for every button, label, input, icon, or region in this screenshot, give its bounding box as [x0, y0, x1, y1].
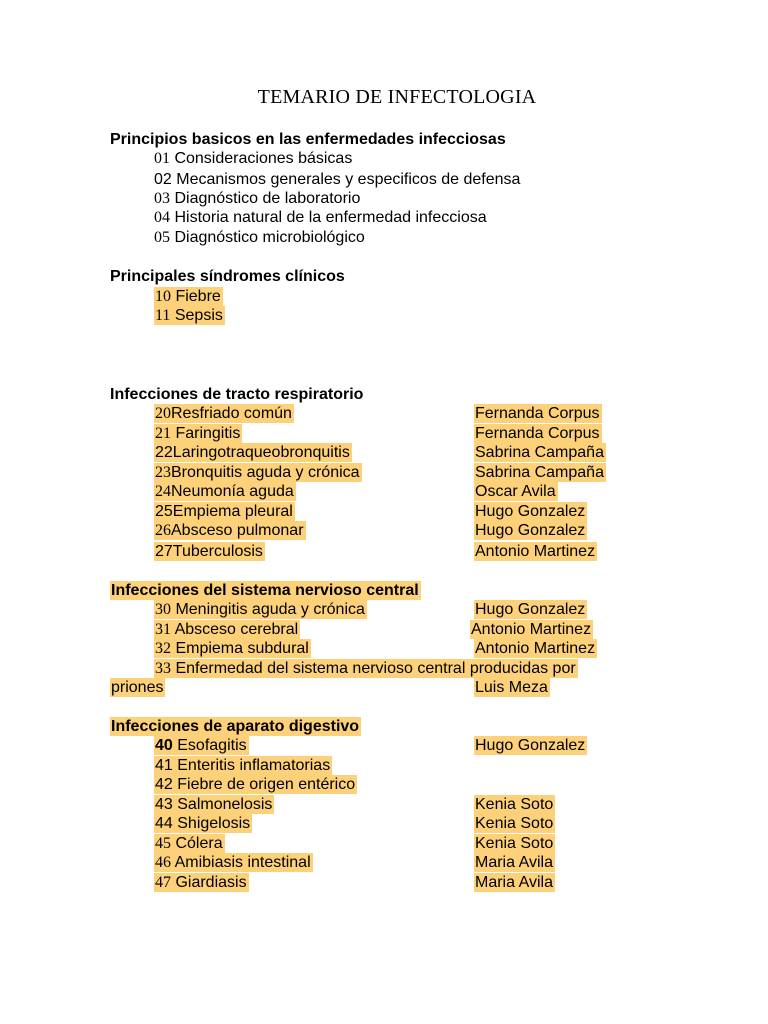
table-row: 46 Amibiasis intestinal Maria Avila: [155, 854, 553, 871]
table-row: 31 Absceso cerebral Antonio Martinez: [155, 621, 592, 638]
table-row: 22Laringotraqueobronquitis Sabrina Campaña: [155, 444, 604, 461]
assignee: Hugo Gonzalez: [475, 522, 586, 539]
section-heading-digestivo: Infecciones de aparato digestivo: [111, 718, 360, 735]
assignee: Luis Meza: [475, 679, 548, 696]
table-row: 45 Cólera Kenia Soto: [155, 835, 554, 852]
table-row: 26Absceso pulmonar Hugo Gonzalez: [155, 522, 586, 539]
section-heading-principios: Principios basicos en las enfermedades infecciosas: [110, 131, 506, 148]
list-item: 10 Fiebre: [155, 288, 221, 305]
table-row: [0, 678, 768, 698]
assignee: Sabrina Campaña: [475, 464, 604, 481]
list-item: 01 Consideraciones básicas: [154, 150, 353, 167]
list-item: 05 Diagnóstico microbiológico: [154, 229, 365, 246]
assignee: Hugo Gonzalez: [475, 737, 586, 754]
table-row: 21 Faringitis Fernanda Corpus: [155, 425, 600, 442]
assignee: Sabrina Campaña: [475, 444, 604, 461]
assignee: Oscar Avila: [475, 483, 556, 500]
assignee: Fernanda Corpus: [475, 425, 600, 442]
section-heading-respiratorio: Infecciones de tracto respiratorio: [110, 386, 364, 403]
table-row: 27Tuberculosis Antonio Martinez: [155, 543, 596, 560]
table-row: 24Neumonía aguda Oscar Avila: [155, 483, 556, 500]
assignee: Maria Avila: [475, 874, 553, 891]
assignee: Kenia Soto: [475, 835, 554, 852]
table-row: 42 Fiebre de origen entérico: [155, 776, 356, 793]
assignee: Kenia Soto: [475, 796, 554, 813]
section-heading-snc: Infecciones del sistema nervioso central: [111, 582, 419, 599]
section-heading-sindromes: Principales síndromes clínicos: [110, 268, 345, 285]
table-row: 43 Salmonelosis Kenia Soto: [155, 796, 554, 813]
assignee: Hugo Gonzalez: [475, 503, 586, 520]
table-row: 32 Empiema subdural Antonio Martinez: [155, 640, 596, 657]
list-item: 11 Sepsis: [155, 307, 223, 324]
document-title: TEMARIO DE INFECTOLOGIA: [257, 86, 537, 108]
assignee: Antonio Martinez: [475, 543, 596, 560]
assignee: Hugo Gonzalez: [475, 601, 586, 618]
assignee: Antonio Martinez: [471, 621, 592, 638]
list-item: 03 Diagnóstico de laboratorio: [154, 190, 361, 207]
assignee: Fernanda Corpus: [475, 405, 600, 422]
list-item: 02 Mecanismos generales y especificos de defensa: [154, 171, 521, 188]
table-row: 20Resfriado común Fernanda Corpus: [155, 405, 600, 422]
table-row: 25Empiema pleural Hugo Gonzalez: [155, 503, 586, 520]
list-item-continuation: priones: [111, 679, 164, 696]
table-row: 30 Meningitis aguda y crónica Hugo Gonzalez: [155, 601, 586, 618]
assignee: Antonio Martinez: [475, 640, 596, 657]
table-row: 41 Enteritis inflamatorias: [155, 757, 331, 774]
assignee: Maria Avila: [475, 854, 553, 871]
table-row: 44 Shigelosis Kenia Soto: [155, 815, 554, 832]
list-item: 04 Historia natural de la enfermedad infecciosa: [154, 209, 487, 226]
table-row: 47 Giardiasis Maria Avila: [155, 874, 553, 891]
assignee: Kenia Soto: [475, 815, 554, 832]
table-row: 23Bronquitis aguda y crónica Sabrina Campaña: [155, 464, 604, 481]
table-row: 40 Esofagitis Hugo Gonzalez: [155, 737, 586, 754]
table-row: 33 Enfermedad del sistema nervioso central producidas por: [155, 660, 576, 677]
